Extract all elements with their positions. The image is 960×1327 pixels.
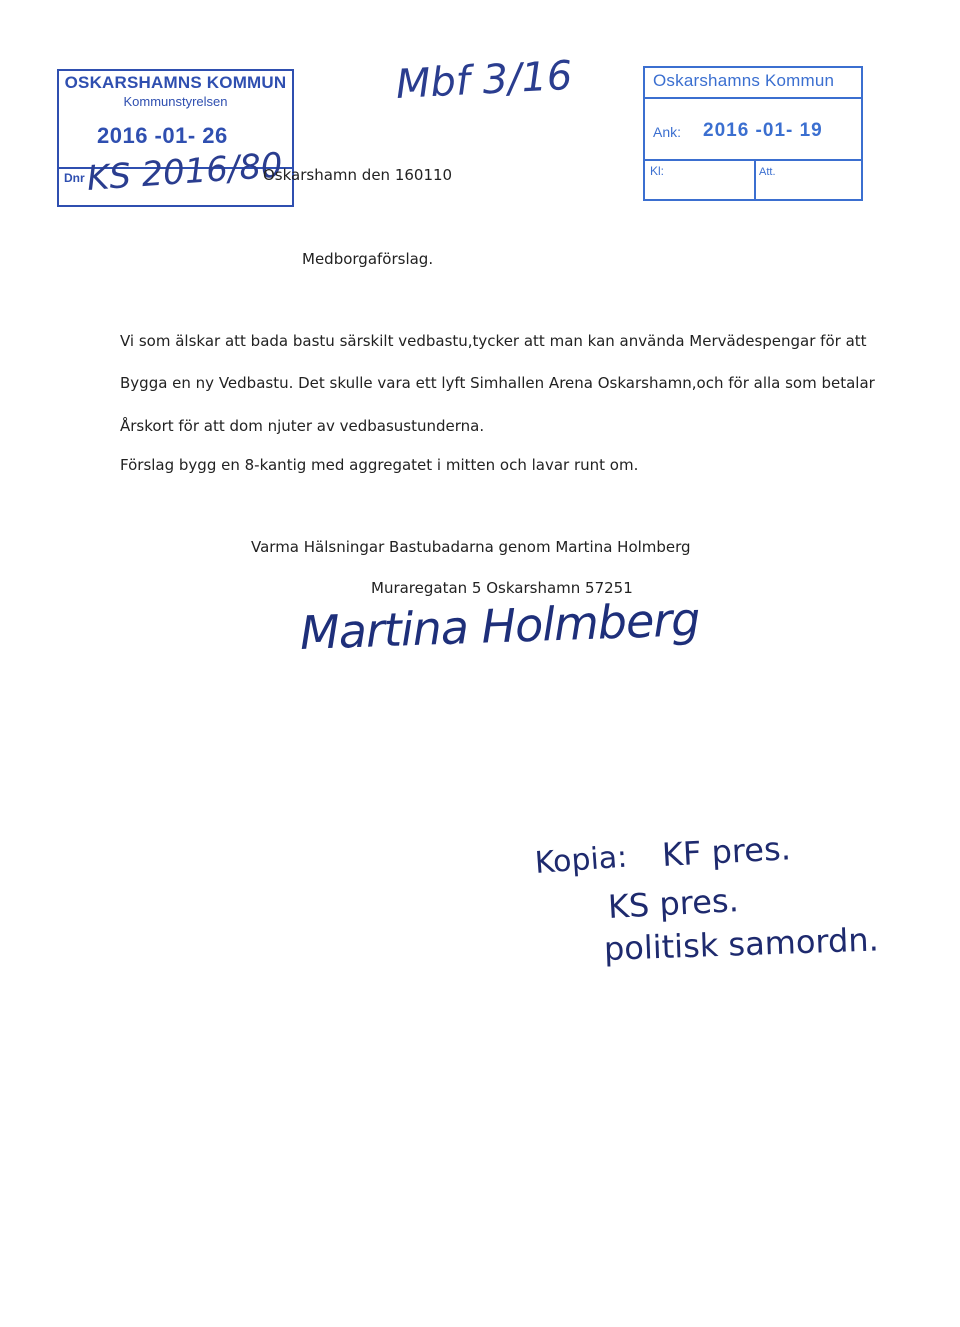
- paragraph-line: Årskort för att dom njuter av vedbasustunderna.: [120, 417, 485, 435]
- proposal-line: Förslag bygg en 8-kantig med aggregatet i mitten och lavar runt om.: [120, 456, 639, 474]
- stamp-dnr-label: Dnr: [64, 171, 85, 185]
- address-line: Muraregatan 5 Oskarshamn 57251: [371, 579, 633, 597]
- arrival-stamp-org: Oskarshamns Kommun: [653, 71, 835, 90]
- arrival-stamp-date: 2016 -01- 19: [703, 120, 823, 141]
- paragraph-line: Bygga en ny Vedbastu. Det skulle vara ett lyft Simhallen Arena Oskarshamn,och för alla som betalar: [120, 374, 875, 392]
- letter-heading: Medborgaförslag.: [302, 250, 434, 268]
- place-and-date: Oskarshamn den 160110: [263, 166, 453, 184]
- arrival-stamp: [643, 66, 863, 201]
- stamp-department: Kommunstyrelsen: [123, 94, 228, 109]
- stamp-received-date: 2016 -01- 26: [97, 123, 228, 148]
- arrival-stamp-divider-lower: [645, 159, 861, 161]
- arrival-stamp-att-label: Att.: [759, 166, 776, 178]
- note-copy-political: politisk samordn.: [603, 920, 880, 968]
- greeting-line: Varma Hälsningar Bastubadarna genom Martina Holmberg: [251, 538, 691, 556]
- dnr-handwritten-value: KS 2016/80: [85, 145, 284, 199]
- paragraph-line: Vi som älskar att bada bastu särskilt vedbastu,tycker att man kan använda Mervädespengar för att: [120, 332, 867, 350]
- signature: Martina Holmberg: [299, 592, 701, 660]
- handwritten-reference: Mbf 3/16: [394, 52, 574, 108]
- note-copy-ks: KS pres.: [607, 881, 740, 926]
- stamp-municipality-name: OSKARSHAMNS KOMMUN: [64, 73, 287, 92]
- note-copy-label: Kopia:: [533, 839, 629, 881]
- arrival-stamp-ank-label: Ank:: [653, 124, 682, 140]
- arrival-stamp-divider: [645, 97, 861, 99]
- arrival-stamp-kl-label: Kl:: [650, 164, 665, 178]
- note-copy-kf: KF pres.: [661, 829, 792, 874]
- arrival-stamp-vertical-rule: [754, 159, 756, 199]
